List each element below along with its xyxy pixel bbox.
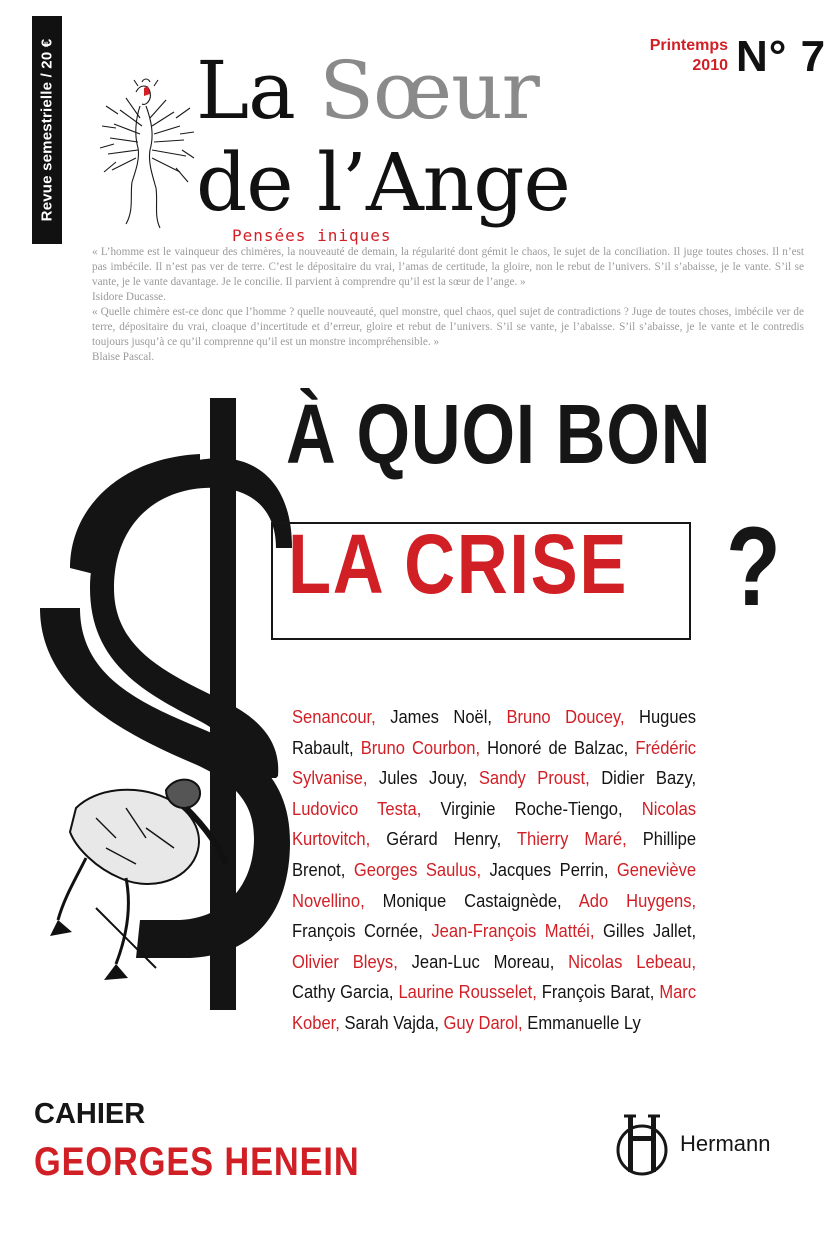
contributor-name: Honoré de Balzac, [487,736,629,758]
issue-season-text: Printemps [649,37,728,54]
contributor-name: Geneviève Novellino, [292,858,697,911]
title-soeur: Sœur [319,44,539,137]
contributors-list [292,702,696,1039]
contributor-name: Ludovico Testa, [292,797,422,819]
epigraph-author-2: Blaise Pascal. [92,351,155,363]
contributor-name: Olivier Bleys, [292,950,398,972]
masthead-title-line2: de l’Ange [196,136,570,229]
publisher-name: Hermann [680,1131,771,1156]
contributor-name: James Noël, [390,706,493,727]
spine-text: Revue semestrielle / 20 € [38,38,56,222]
contributor-name: François Cornée, [292,920,423,942]
epigraph-quote-2: « Quelle chimère est-ce donc que l’homme ? quelle nouveauté, quel monstre, quel chaos, quel sujet de contradictions ? Juge de toutes choses, imbécile ver de terre, dépositaire du vrai, cloaque d’incertitude et d’erreur, gloire et rebut de l’univers. S’il se vante, je l’abaisse. S’il s’abaisse, je le vante et le contredis toujours jusqu’à ce qu’il comprenne qu’il est un monstre incompréhensible. » [92,306,804,348]
contributor-name: Bruno Courbon, [360,736,481,758]
angel-illustration [96,78,196,234]
contributor-name: Ado Huygens, [578,889,697,911]
contributor-name: Phillipe Brenot, [292,828,697,880]
contributor-name: Sarah Vajda, [344,1011,439,1033]
contributor-name: Senancour, [292,706,376,727]
masthead-subtitle: Pensées iniques [232,226,392,245]
headline-question-mark: ? [726,504,781,629]
contributor-name: Bruno Doucey, [506,706,625,727]
dollar-sign-illustration [40,398,292,1018]
contributor-name: Monique Castaignède, [382,889,562,911]
issue-year-text: 2010 [692,57,728,74]
contributor-name: Emmanuelle Ly [527,1011,641,1033]
contributor-name: Gérard Henry, [386,828,502,850]
contributor-name: Hugues Rabault, [292,706,697,758]
contributor-name: Nicolas Kurtovitch, [292,797,697,850]
contributor-name: Jules Jouy, [378,767,468,789]
contributor-name: Guy Darol, [443,1011,523,1033]
contributor-name: Georges Saulus, [353,858,482,880]
contributor-name: Jean-Luc Moreau, [411,950,555,972]
contributor-name: Marc Kober, [292,981,697,1033]
epigraph-quote-1: « L’homme est le vainqueur des chimères, la nouveauté de demain, la régularité dont gémit le chaos, le sujet de la conciliation. Il juge toutes choses. Il n’est pas imbécile. Il n’est pas ver de terre. C’est le dépositaire du vrai, l’amas de certitude, la gloire, non le rebut de l’univers. S’il s’abaisse, je le vante. S’il se vante, je le vante davantage. Je le concilie. Il parvient à comprendre qu’il est la sœur de l’ange. » [92,246,804,288]
contributor-name: Laurine Rousselet, [398,981,537,1003]
contributor-name: Thierry Maré, [516,828,627,850]
contributor-name: Virginie Roche-Tiengo, [440,797,623,819]
issue-season [646,36,728,76]
spine-band [32,16,62,244]
contributor-name: François Barat, [541,981,655,1003]
cahier-label: CAHIER [34,1098,146,1130]
contributor-name: Nicolas Lebeau, [568,950,697,972]
contributor-name: Sandy Proust, [478,767,590,789]
contributor-name: Jacques Perrin, [489,858,609,880]
contributor-name: Frédéric Sylvanise, [292,736,697,789]
title-la: La [196,44,320,137]
contributor-name: Jean-François Mattéi, [431,920,595,942]
contributor-name: Cathy Garcia, [292,981,394,1003]
headline-line2: LA CRISE [288,517,629,611]
hermann-logo-icon [612,1112,672,1178]
contributor-name: Gilles Jallet, [602,920,697,942]
issue-number: N° 7 [736,32,827,81]
epigraph-block [92,245,804,365]
contributor-name: Didier Bazy, [601,767,697,789]
masthead-title-line1 [196,44,539,137]
cahier-name: GEORGES HENEIN [34,1140,360,1184]
epigraph-author-1: Isidore Ducasse. [92,291,166,303]
headline-line1: À QUOI BON [286,387,712,481]
